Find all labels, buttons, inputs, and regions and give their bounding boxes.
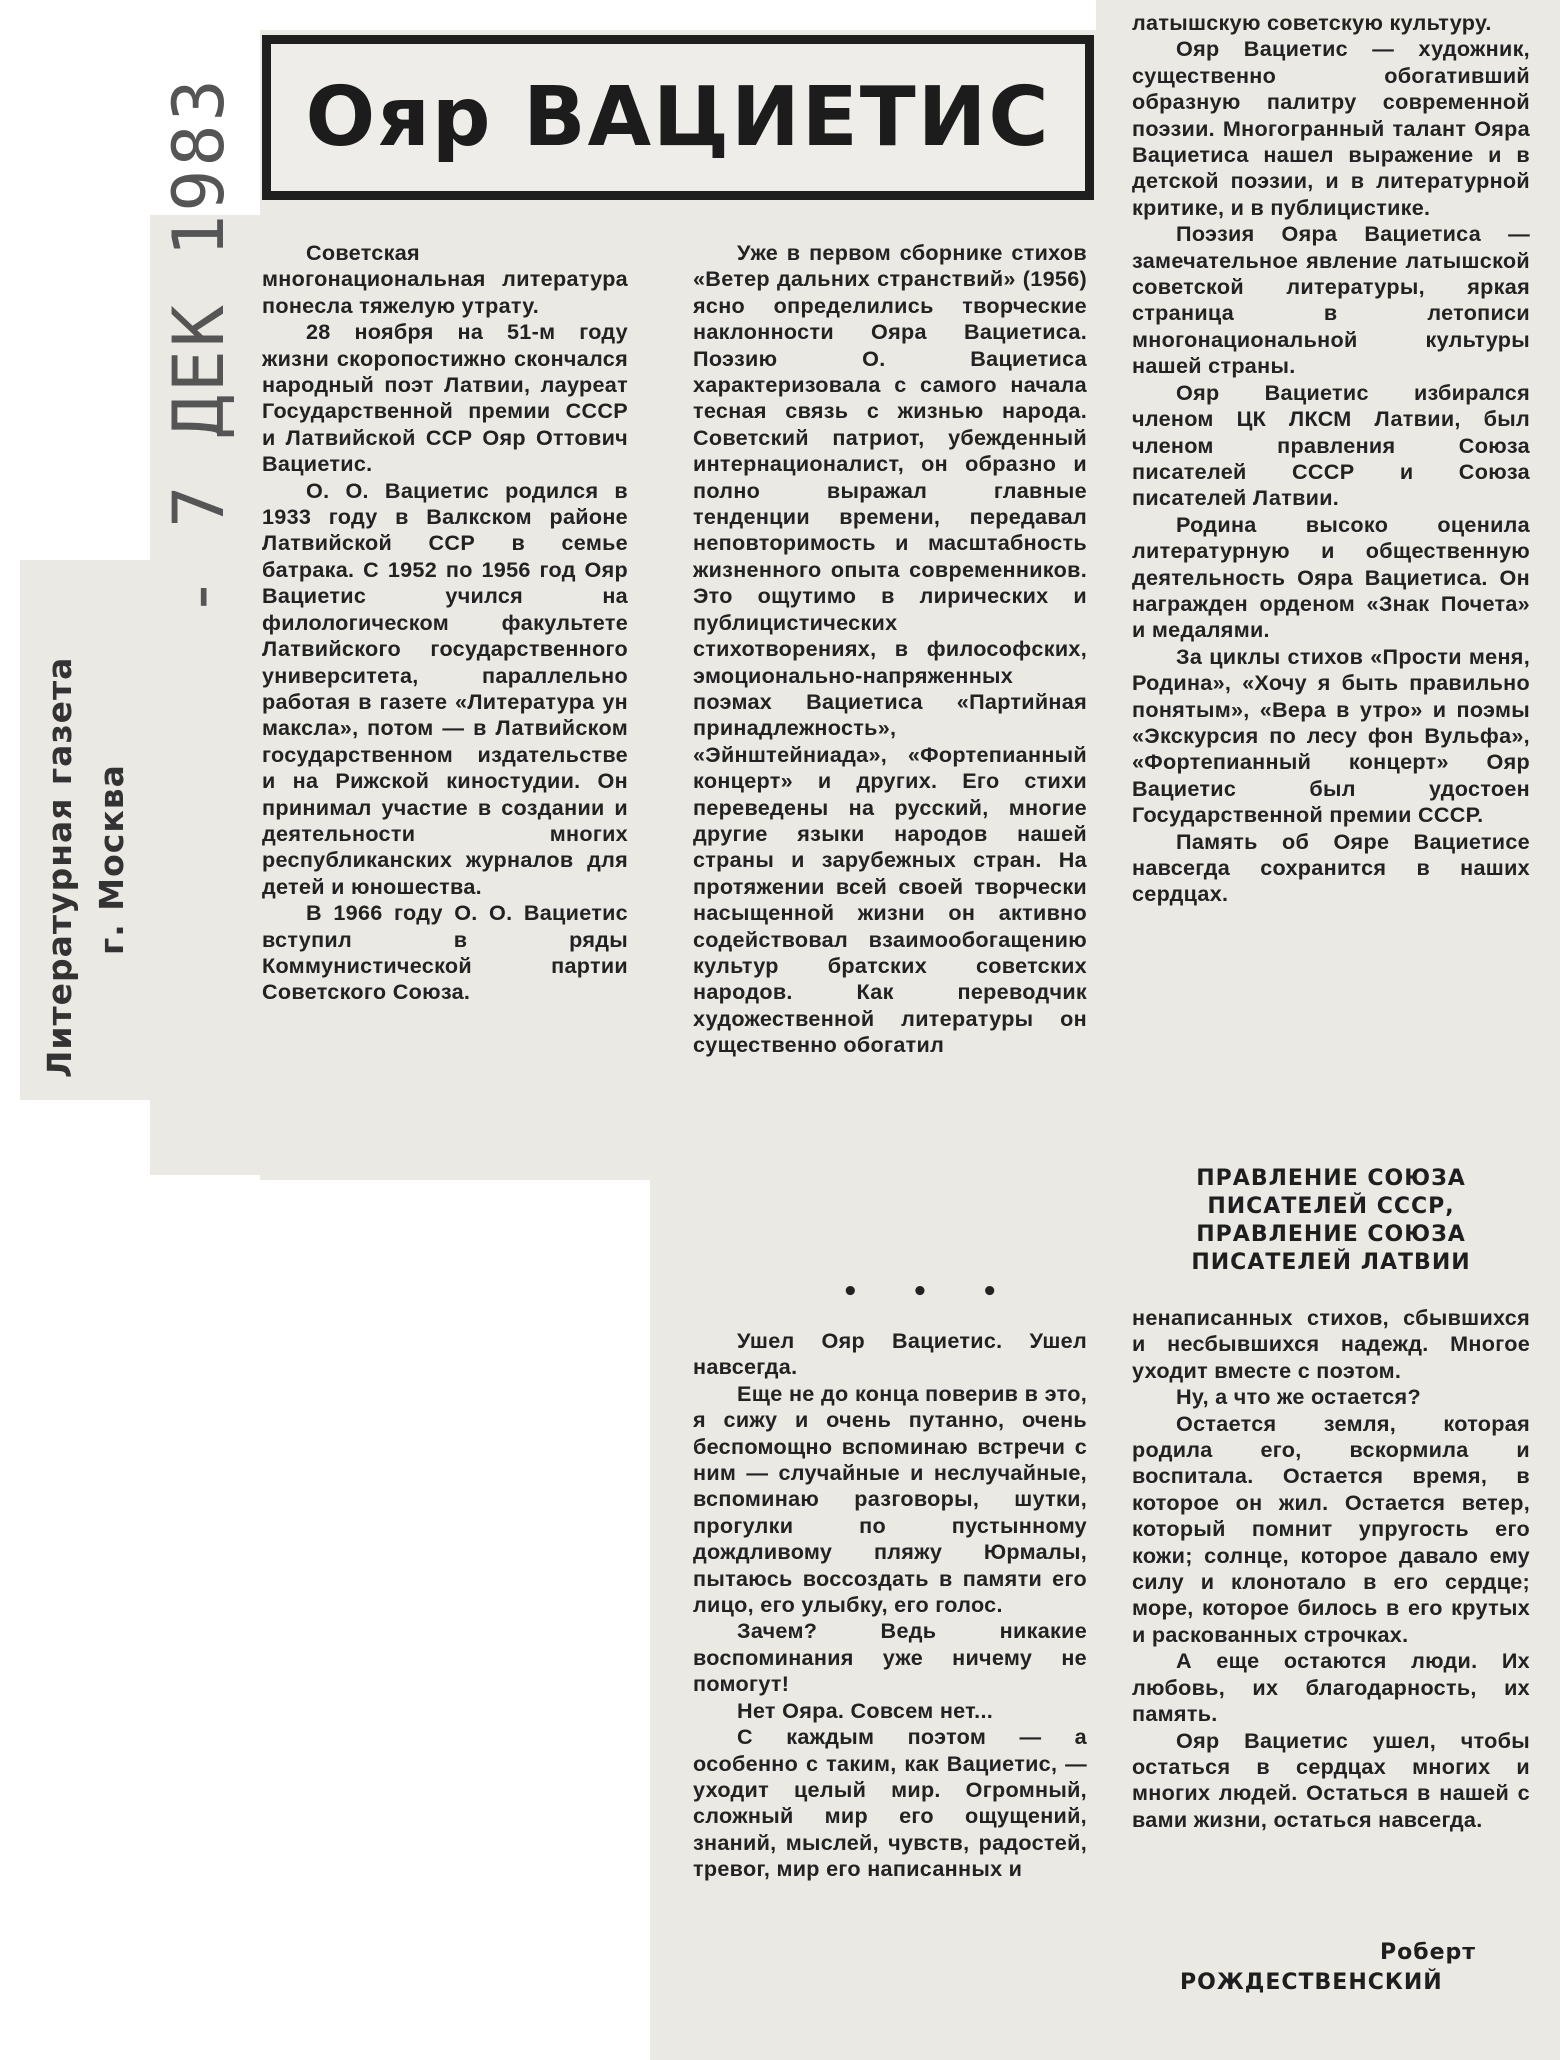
signatory-line: ПРАВЛЕНИЕ СОЮЗА	[1196, 1166, 1466, 1191]
author-first-name: Роберт	[1380, 1940, 1477, 1965]
paragraph: Поэзия Ояра Вациетиса — замечательное явление латышской советской литературы, яркая страница в летописи многонациональной культуры нашей страны.	[1132, 221, 1530, 379]
paragraph: Остается земля, которая родила его, вскормила и воспитала. Остается время, в которое он жил. Остается ветер, который помнит упругость его кожи; солнце, которое давало ему силу и клонотало в его сердце; море, которое билось в его крутых и раскованных строчках.	[1132, 1410, 1530, 1647]
paragraph: А еще остаются люди. Их любовь, их благодарность, их память.	[1132, 1648, 1530, 1727]
paragraph: Ушел Ояр Вациетис. Ушел навсегда.	[693, 1328, 1087, 1380]
paragraph: С каждым поэтом — а особенно с таким, как Вациетис, — уходит целый мир. Огромный, сложный мир его ощущений, знаний, мыслей, чувств, радостей, тревог, мир его написанных и	[693, 1724, 1087, 1882]
obituary-column-3	[1132, 10, 1530, 908]
paragraph: Память об Ояре Вациетисе навсегда сохранится в наших сердцах.	[1132, 828, 1530, 907]
paragraph: Еще не до конца поверив в это, я сижу и очень путанно, очень беспомощно вспоминаю встречи с ним — случайные и неслучайные, вспоминаю разговоры, шутки, прогулки по пустынному дождливому пляжу Юрмалы, пытаюсь воссоздать в памяти его лицо, его улыбку, его голос.	[693, 1380, 1087, 1618]
paragraph: Ояр Вациетис избирался членом ЦК ЛКСМ Латвии, был членом правления Союза писателей СССР и Союза писателей Латвии.	[1132, 379, 1530, 511]
obituary-column-1	[262, 240, 628, 1006]
signatories	[1132, 1165, 1530, 1277]
paragraph: Советская многонациональная литература понесла тяжелую утрату.	[262, 240, 628, 318]
section-separator: • • •	[842, 1277, 1020, 1307]
paragraph: Уже в первом сборнике стихов «Ветер дальних странствий» (1956) ясно определились творческие наклонности Ояра Вациетиса. Поэзию О. Вациетиса характеризовала с самого начала тесная связь с жизнью народа. Советский патриот, убежденный интернационалист, он образно и полно выражал главные тенденции времени, передавал неповторимость и масштабность жизненного опыта современников. Это ощутимо в лирических и публицистических стихотворениях, в философских, эмоционально-напряженных поэмах Вациетиса «Партийная принадлежность», «Эйнштейниада», «Фортепианный концерт» и других. Его стихи переведены на русский, многие другие языки народов нашей страны и зарубежных стран. На протяжении всей своей творчески насыщенной жизни он активно содействовал взаимообогащению культур братских советских народов. Как переводчик художественной литературы он существенно обогатил	[693, 240, 1087, 1058]
date-stamp: - 7 ДЕК 1983	[158, 76, 240, 618]
author-last-name: РОЖДЕСТВЕНСКИЙ	[1180, 1970, 1443, 1995]
paragraph: Зачем? Ведь никакие воспоминания уже ничему не помогут!	[693, 1618, 1087, 1697]
source-city: г. Москва	[92, 764, 131, 955]
paragraph: Ояр Вациетис ушел, чтобы остаться в сердцах многих и многих людей. Остаться в нашей с вами жизни, остаться навсегда.	[1132, 1727, 1530, 1832]
memoir-column-1	[693, 1328, 1087, 1883]
source-newspaper: Литературная газета	[40, 656, 79, 1078]
paragraph: ненаписанных стихов, сбывшихся и несбывшихся надежд. Многое уходит вместе с поэтом.	[1132, 1305, 1530, 1383]
signatory-line: ПИСАТЕЛЕЙ СССР,	[1207, 1194, 1455, 1219]
headline: Ояр ВАЦИЕТИС	[305, 70, 1051, 165]
paragraph: Нет Ояра. Совсем нет...	[737, 1697, 994, 1723]
paragraph: Ояр Вациетис — художник, существенно обогативший образную палитру современной поэзии. Многогранный талант Ояра Вациетиса нашел выражение и в детской поэзии, и в литературной критике, и в публицистике.	[1132, 36, 1530, 220]
paragraph: Ну, а что же остается?	[1176, 1384, 1421, 1410]
memoir-column-2	[1132, 1305, 1530, 1833]
paragraph: 28 ноября на 51-м году жизни скоропостижно скончался народный поэт Латвии, лауреат Государственной премии СССР и Латвийской ССР Ояр Оттович Вациетис.	[262, 319, 628, 477]
paragraph: Родина высоко оценила литературную и общественную деятельность Ояра Вациетиса. Он награжден орденом «Знак Почета» и медалями.	[1132, 511, 1530, 643]
signatory-line: ПИСАТЕЛЕЙ ЛАТВИИ	[1191, 1250, 1471, 1275]
headline-box	[262, 35, 1094, 200]
paragraph: В 1966 году О. О. Вациетис вступил в ряды Коммунистической партии Советского Союза.	[262, 900, 628, 1005]
obituary-column-2	[693, 240, 1087, 1059]
paragraph: За циклы стихов «Прости меня, Родина», «Хочу я быть правильно понятым», «Вера в утро» и поэмы «Экскурсия по лесу фон Вульфа», «Фортепианный концерт» Ояр Вациетис был удостоен Государственной премии СССР.	[1132, 643, 1530, 828]
paragraph: латышскую советскую культуру.	[1132, 10, 1492, 35]
signatory-line: ПРАВЛЕНИЕ СОЮЗА	[1196, 1222, 1466, 1247]
paragraph: О. О. Вациетис родился в 1933 году в Валкском районе Латвийской ССР в семье батрака. С 1952 по 1956 год Ояр Вациетис учился на филологическом факультете Латвийского государственного университета, параллельно работая в газете «Литература ун максла», потом — в Латвийском государственном издательстве и на Рижской киностудии. Он принимал участие в создании и деятельности многих республиканских журналов для детей и юношества.	[262, 477, 628, 899]
